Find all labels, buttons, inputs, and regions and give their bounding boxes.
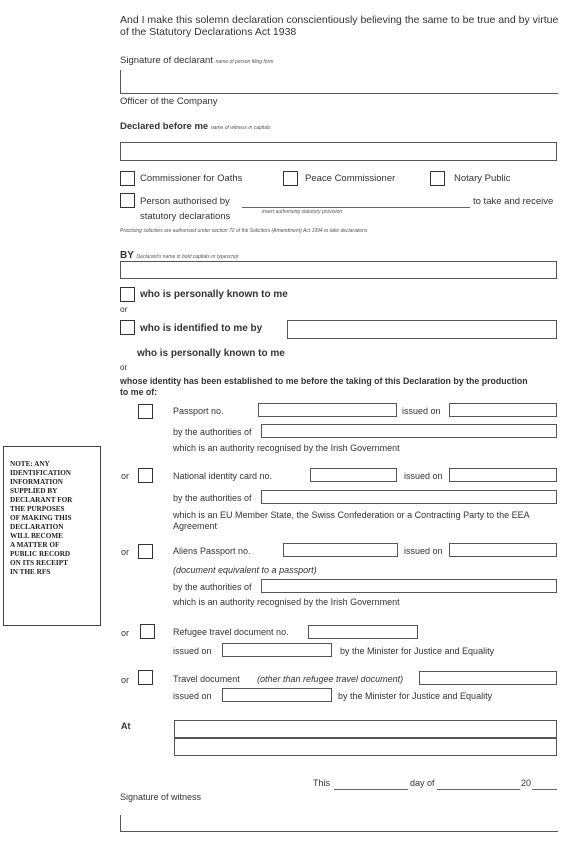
at-address-line-1[interactable]: [174, 720, 557, 738]
signature-witness-label: Signature of witness: [120, 792, 202, 802]
witness-name-input[interactable]: [120, 142, 557, 161]
identified-by-checkbox[interactable]: [120, 320, 135, 335]
by-hint: Declarant's name in bold capitals or typescript: [136, 254, 239, 260]
peace-commissioner-checkbox[interactable]: [283, 171, 298, 186]
national-id-checkbox[interactable]: [138, 468, 153, 483]
solicitors-note: Practising solicitors are authorised under section 72 of the Solicitors (Amendment) Act 1994 to take declarations: [120, 228, 368, 234]
national-id-issued-input[interactable]: [449, 468, 557, 482]
commissioner-checkbox[interactable]: [120, 171, 135, 186]
aliens-passport-label: Aliens Passport no.: [173, 546, 251, 556]
travel-doc-label: Travel document: [173, 674, 240, 684]
or-text-4: or: [121, 547, 130, 557]
aliens-passport-checkbox[interactable]: [138, 544, 153, 559]
date-this-label: This: [313, 778, 331, 788]
aliens-passport-number-input[interactable]: [283, 543, 398, 557]
personally-known-label: who is personally known to me: [140, 289, 288, 300]
declared-before-label-text: Declared before me: [120, 121, 209, 132]
by-label: [120, 250, 238, 261]
passport-label: Passport no.: [173, 406, 224, 416]
passport-issued-label: issued on: [402, 406, 441, 416]
declared-before-hint: name of witness in capitals: [210, 125, 271, 131]
refugee-issued-input[interactable]: [222, 643, 332, 657]
refugee-minister-text: by the Minister for Justice and Equality: [340, 646, 495, 656]
date-day-line[interactable]: [334, 789, 408, 790]
or-text-2: or: [120, 363, 128, 372]
by-label-text: BY: [120, 250, 134, 261]
passport-authorities-input[interactable]: [261, 424, 557, 438]
passport-authorities-label: by the authorities of: [173, 427, 252, 437]
signature-declarant-label-text: Signature of declarant: [120, 55, 213, 66]
declarant-name-input[interactable]: [120, 261, 557, 279]
national-id-number-input[interactable]: [310, 468, 397, 482]
refugee-doc-checkbox[interactable]: [140, 624, 155, 639]
identity-established-text-2: to me of:: [120, 387, 158, 397]
personally-known-checkbox[interactable]: [120, 287, 135, 302]
or-text-1: or: [120, 304, 128, 314]
date-year-line[interactable]: [532, 789, 557, 790]
passport-irish-gov-text: which is an authority recognised by the Irish Government: [173, 443, 400, 453]
identified-by-input[interactable]: [287, 320, 557, 339]
travel-doc-note: (other than refugee travel document): [257, 674, 404, 684]
date-month-line[interactable]: [437, 789, 520, 790]
passport-number-input[interactable]: [258, 403, 397, 417]
officer-label: Officer of the Company: [120, 96, 218, 107]
refugee-doc-number-input[interactable]: [308, 625, 418, 639]
or-text-6: or: [121, 675, 130, 685]
authorising-provision-line[interactable]: [242, 207, 470, 208]
refugee-issued-label: issued on: [173, 646, 212, 656]
travel-doc-checkbox[interactable]: [138, 670, 153, 685]
declared-before-label: [120, 121, 271, 132]
travel-issued-input[interactable]: [222, 688, 332, 702]
passport-checkbox[interactable]: [138, 404, 153, 419]
date-day-of-label: day of: [410, 778, 435, 788]
travel-issued-label: issued on: [173, 691, 212, 701]
signature-declarant-hint: name of person filing form: [215, 59, 274, 65]
at-label: At: [121, 721, 131, 731]
refugee-doc-label: Refugee travel document no.: [173, 627, 289, 637]
peace-commissioner-label: Peace Commissioner: [305, 173, 396, 184]
or-text-5: or: [121, 628, 130, 638]
eea-text-1: which is an EU Member State, the Swiss Confederation or a Contracting Party to the EEA: [173, 510, 530, 520]
signature-declarant-label: [120, 55, 273, 66]
or-text-3: or: [121, 471, 130, 481]
insert-provision-hint: insert authorising statutory provision: [262, 209, 343, 215]
person-authorised-checkbox[interactable]: [120, 193, 135, 208]
national-id-authorities-label: by the authorities of: [173, 493, 252, 503]
declaration-text-line-2: of the Statutory Declarations Act 1938: [120, 26, 297, 38]
signature-witness-field[interactable]: [120, 815, 558, 832]
notary-public-checkbox[interactable]: [430, 171, 445, 186]
national-id-authorities-input[interactable]: [261, 490, 557, 504]
passport-issued-input[interactable]: [449, 403, 557, 417]
statutory-declarations-label: statutory declarations: [140, 211, 231, 222]
notary-public-label: Notary Public: [454, 173, 511, 184]
signature-declarant-field[interactable]: [120, 70, 558, 94]
eea-text-2: Agreement: [173, 521, 218, 531]
commissioner-label: Commissioner for Oaths: [140, 173, 243, 184]
national-id-issued-label: issued on: [404, 471, 443, 481]
aliens-passport-issued-label: issued on: [404, 546, 443, 556]
take-receive-label: to take and receive: [473, 196, 554, 207]
declaration-text-line-1: And I make this solemn declaration conscientiously believing the same to be true and by virtue: [120, 14, 559, 26]
travel-doc-number-input[interactable]: [419, 671, 557, 685]
aliens-irish-gov-text: which is an authority recognised by the Irish Government: [173, 597, 400, 607]
rfs-note: NOTE: ANY IDENTIFICATION INFORMATION SUPPLIED BY DECLARANT FOR THE PURPOSES OF MAKING THIS DECLARATION WILL BECOME A MATTER OF PUBLIC RECORD ON ITS RECEIPT IN THE RFS: [3, 446, 101, 626]
at-address-line-2[interactable]: [174, 738, 557, 756]
date-year-label: 20: [521, 778, 532, 788]
aliens-passport-issued-input[interactable]: [449, 543, 557, 557]
person-authorised-label: Person authorised by: [140, 196, 230, 207]
national-id-label: National identity card no.: [173, 471, 273, 481]
aliens-authorities-label: by the authorities of: [173, 582, 252, 592]
aliens-passport-note: (document equivalent to a passport): [173, 565, 317, 575]
personally-known-label-2: who is personally known to me: [137, 348, 285, 359]
identity-established-text: whose identity has been established to me before the taking of this Declaration by the production: [120, 376, 528, 386]
aliens-authorities-input[interactable]: [261, 579, 557, 593]
identified-by-label: who is identified to me by: [140, 323, 263, 334]
travel-minister-text: by the Minister for Justice and Equality: [338, 691, 493, 701]
